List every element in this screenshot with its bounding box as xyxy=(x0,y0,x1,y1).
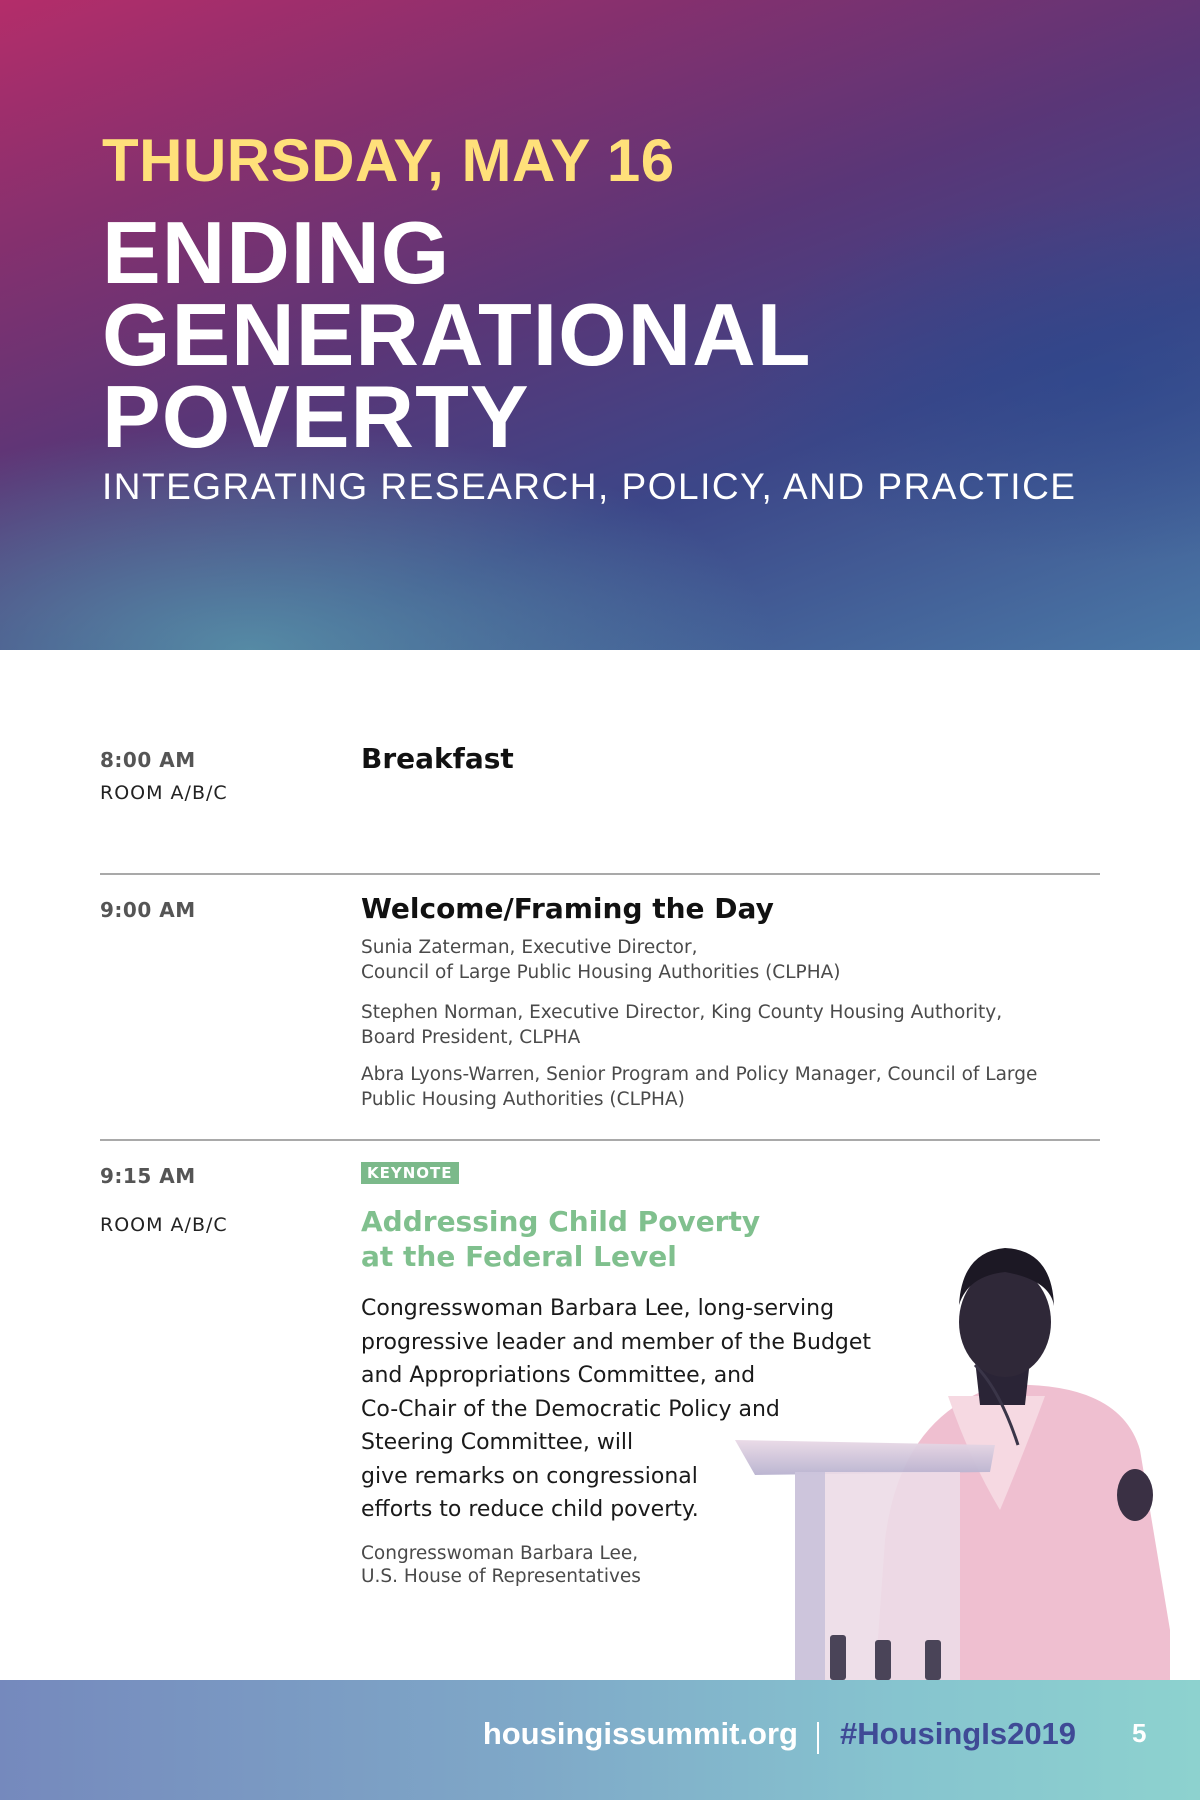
keynote-badge: KEYNOTE xyxy=(361,1162,459,1184)
title-line: ENDING xyxy=(102,203,451,302)
speaker-line: Abra Lyons-Warren, Senior Program and Policy Manager, Council of Large xyxy=(361,1064,1038,1085)
description-line: and Appropriations Committee, and xyxy=(361,1363,756,1388)
speaker-line: Stephen Norman, Executive Director, King County Housing Authority, xyxy=(361,1002,1003,1023)
footer-divider xyxy=(817,1722,819,1754)
description-line: give remarks on congressional xyxy=(361,1463,698,1489)
hero-banner xyxy=(0,0,1200,650)
event-date: THURSDAY, MAY 16 xyxy=(102,127,675,194)
keynote-speaker-credit xyxy=(361,1542,761,1588)
speaker-line: Sunia Zaterman, Executive Director, xyxy=(361,937,698,958)
description-line: Congresswoman Barbara Lee, long-serving xyxy=(361,1296,835,1321)
title-line: GENERATIONAL xyxy=(102,285,812,384)
session-room: ROOM A/B/C xyxy=(100,782,228,804)
speaker-credit xyxy=(361,935,1101,985)
description-line: Co-Chair of the Democratic Policy and xyxy=(361,1396,780,1422)
footer-bar xyxy=(0,1680,1200,1800)
title-line: POVERTY xyxy=(102,367,530,466)
description-line: efforts to reduce child poverty. xyxy=(361,1497,699,1522)
section-divider xyxy=(100,1139,1100,1141)
session-room: ROOM A/B/C xyxy=(100,1214,228,1236)
description-line: Steering Committee, will xyxy=(361,1430,634,1455)
speaker-credit xyxy=(361,1062,1101,1112)
keynote-description xyxy=(361,1292,901,1527)
session-title: Welcome/Framing the Day xyxy=(361,892,774,925)
speaker-line: Board President, CLPHA xyxy=(361,1027,581,1048)
speaker-credit xyxy=(361,1000,1101,1050)
session-time: 8:00 AM xyxy=(100,748,196,772)
website-link[interactable]: housingissummit.org xyxy=(482,1716,798,1751)
keynote-title-line: at the Federal Level xyxy=(361,1240,677,1273)
page-subtitle: INTEGRATING RESEARCH, POLICY, AND PRACTICE xyxy=(102,466,1077,507)
session-time: 9:00 AM xyxy=(100,898,196,922)
keynote-title-line: Addressing Child Poverty xyxy=(361,1205,761,1238)
hashtag: #HousingIs2019 xyxy=(840,1716,1077,1751)
speaker-line: U.S. House of Representatives xyxy=(361,1566,641,1587)
page-number: 5 xyxy=(1132,1718,1147,1748)
session-time: 9:15 AM xyxy=(100,1164,196,1188)
speaker-line: Council of Large Public Housing Authorities (CLPHA) xyxy=(361,962,841,983)
description-line: progressive leader and member of the Budget xyxy=(361,1329,872,1355)
page-title xyxy=(102,203,1102,466)
speaker-line: Congresswoman Barbara Lee, xyxy=(361,1543,639,1564)
speaker-line: Public Housing Authorities (CLPHA) xyxy=(361,1089,685,1110)
session-title: Breakfast xyxy=(361,742,514,775)
section-divider xyxy=(100,873,1100,875)
